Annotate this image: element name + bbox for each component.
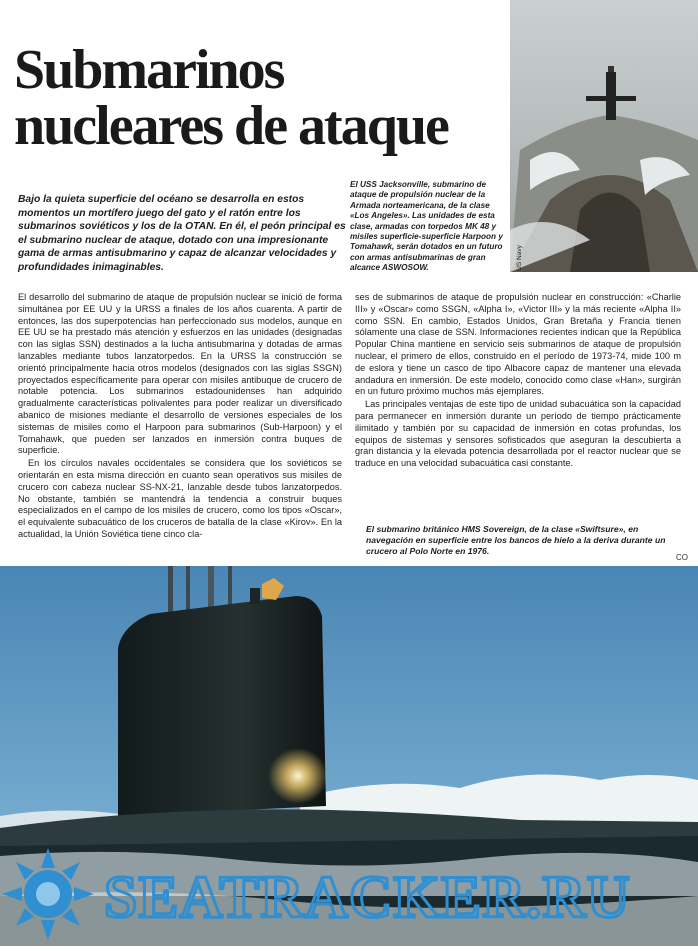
uss-jacksonville-image [510, 0, 698, 272]
body-column-2 [355, 292, 681, 470]
watermark-text: SEATRACKER.RU [104, 864, 631, 930]
page-reference: CO [676, 553, 688, 562]
body-paragraph: Las principales ventajas de este tipo de unidad subacuática son la capacidad para permanecer en inmersión durante un período de tiempo prácticamente ilimitado y también por su capacidad de inmersión en cotas profundas, los equipos de sistemas y sensores sofisticados que aseguran la descubierta a gran distancia y la elevada potencia desarrollada por el reactor nuclear que se traduce en una velocidad subacuática casi constante. [355, 399, 681, 469]
lead-paragraph: Bajo la quieta superficie del océano se desarrolla en estos momentos un mortífero juego del gato y el ratón entre los submarinos soviéticos y los de la OTAN. En él, el peón principal es el submarino nuclear de ataque, dotado con una impresionante gama de armas antisubmarino y capaz de alcanzar velocidades y profundidades inimaginables. [18, 194, 346, 273]
submarine-photo-top [510, 0, 698, 272]
title-line-1: Submarinos [14, 39, 284, 101]
bottom-photo-caption: El submarino británico HMS Sovereign, de la clase «Swiftsure», en navegación en superficie entre los bancos de hielo a la deriva durante un crucero al Polo Norte en 1976. [366, 524, 666, 556]
title-line-2: nucleares de ataque [14, 95, 448, 157]
body-column-1 [18, 292, 342, 541]
watermark [0, 848, 698, 946]
top-photo-caption: El USS Jacksonville, submarino de ataque de propulsión nuclear de la Armada norteamericana, de la clase «Los Angeles». Las unidades de esta clase, armadas con torpedos MK 48 y misiles superficie-superficie Harpoon y Tomahawk, serán dotados en un futuro con armas antisubmarinas de gran alcance ASWOSOW. [350, 180, 503, 273]
article-title [14, 39, 494, 157]
body-paragraph: ses de submarinos de ataque de propulsión nuclear en construcción: «Charlie III» y «Oscar» como SSGN, «Alpha I», «Victor III» y la más reciente «Alpha II» como SSN. En cambio, Estados Unidos, Gran Bretaña y Francia tienen sólamente una clase de SSN. Informaciones recientes indican que la República Popular China mantiene en servicio seis submarinos de ataque de propulsión nuclear, el primero de ellos, construido en el período de 1973-74, mide 100 m de eslora y tiene un casco de tipo Albacore capaz de mantener una elevada andadura en inmersión. De este modelo, conocido como clase «Han», surgirán en un futuro próximo muchos más ejemplares. [355, 292, 681, 397]
body-paragraph: En los círculos navales occidentales se considera que los soviéticos se orientarán en esta misma dirección en cuanto sean operativos sus misiles de crucero con cabeza nuclear SS-NX-21, lanzable desde tubos lanzatorpedos. No obstante, también se mantendrá la tendencia a construir buques especializados en el campo de los misiles de crucero, como los tipos «Oscar», el equivalente subacuático de los cruceros de batalla de la clase «Kirov». En la actualidad, la Unión Soviética tiene cinco cla- [18, 458, 342, 539]
photo-credit: US Navy [516, 245, 523, 271]
body-paragraph: El desarrollo del submarino de ataque de propulsión nuclear se inició de forma simultánea por EE UU y la URSS a finales de los años cuarenta. A partir de entonces, las dos superpotencias han perfeccionado sus modelos, aunque en EE UU se ha prestado más atención y esfuerzos en las unidades (designadas con las siglas SSN) destinados a la lucha antisubmarina y dotadas de armas lanzables mediante tubos lanzatorpedos. En la URSS la construcción se orientó principalmente hacia otros modelos (designados con las siglas SSGN) proyectados específicamente para operar con misiles antibuque de crucero de notable potencia. Los submarinos estadounidenses han adquirido gradualmente características polivalentes para poder realizar un diversificado abanico de misiones mediante el desarrollo de versiones especiales de los sistemas de misiles como el Harpoon para submarinos (Sub-Harpoon) y el Tomahawk, que pueden ser lanzados en inmersión contra buques de superficie. [18, 292, 342, 456]
